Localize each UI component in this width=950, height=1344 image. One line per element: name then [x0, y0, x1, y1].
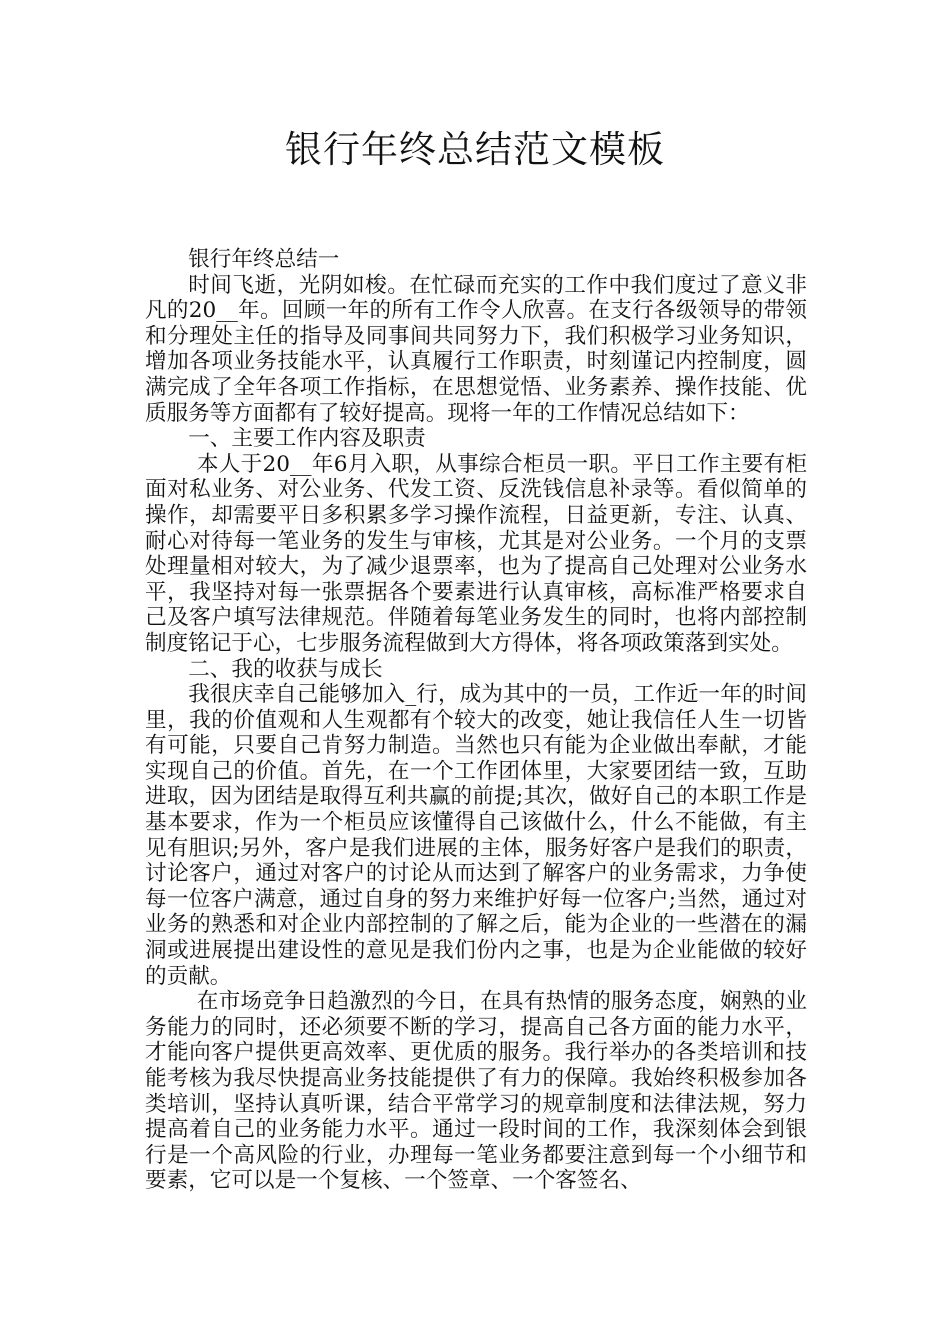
paragraph: 我很庆幸自己能够加入_行，成为其中的一员，工作近一年的时间里，我的价值观和人生观都有个较大的改变，她让我信任人生一切皆有可能，只要自己肯努力制造。当然也只有能为企业做出奉献，才能实现自己的价值。首先，在一个工作团体里，大家要团结一致，互助进取，因为团结是取得互利共赢的前提;其次，做好自己的本职工作是基本要求，作为一个柜员应该懂得自己该做什么，什么不能做，有主见有胆识;另外，客户是我们进展的主体，服务好客户是我们的职责，讨论客户，通过对客户的讨论从而达到了解客户的业务需求，力争使每一位客户满意，通过自身的努力来维护好每一位客户;当然，通过对业务的熟悉和对企业内部控制的了解之后，能为企业的一些潜在的漏洞或进展提出建设性的意见是我们份内之事，也是为企业能做的较好的贡献。	[145, 682, 807, 989]
section-heading: 一、主要工作内容及职责	[188, 426, 426, 452]
paragraph: 时间飞逝，光阴如梭。在忙碌而充实的工作中我们度过了意义非凡的20__年。回顾一年的所有工作令人欣喜。在支行各级领导的带领和分理处主任的指导及同事间共同努力下，我们积极学习业务知识，增加各项业务技能水平，认真履行工作职责，时刻谨记内控制度，圆满完成了全年各项工作指标，在思想觉悟、业务素养、操作技能、优质服务等方面都有了较好提高。现将一年的工作情况总结如下：	[145, 272, 807, 426]
document-body	[145, 247, 807, 1194]
section-heading: 银行年终总结一	[188, 247, 340, 272]
paragraph: 在市场竞争日趋激烈的今日，在具有热情的服务态度，娴熟的业务能力的同时，还必须要不断的学习，提高自己各方面的能力水平，才能向客户提供更高效率、更优质的服务。我行举办的各类培训和技能考核为我尽快提高业务技能提供了有力的保障。我始终积极参加各类培训，坚持认真听课，结合平常学习的规章制度和法律法规，努力提高着自己的业务能力水平。通过一段时间的工作，我深刻体会到银行是一个高风险的行业，办理每一笔业务都要注意到每一个小细节和要素，它可以是一个复核、一个签章、一个客签名、	[145, 989, 807, 1194]
paragraph: 本人于20__年6月入职，从事综合柜员一职。平日工作主要有柜面对私业务、对公业务、代发工资、反洗钱信息补录等。看似简单的操作，却需要平日多积累多学习操作流程，日益更新，专注、认真、耐心对待每一笔业务的发生与审核，尤其是对公业务。一个月的支票处理量相对较大，为了减少退票率，也为了提高自己处理对公业务水平，我坚持对每一张票据各个要素进行认真审核，高标准严格要求自己及客户填写法律规范。伴随着每笔业务发生的同时，也将内部控制制度铭记于心，七步服务流程做到大方得体，将各项政策落到实处。	[145, 451, 807, 656]
document-title: 银行年终总结范文模板	[285, 128, 665, 171]
section-heading: 二、我的收获与成长	[188, 656, 383, 682]
